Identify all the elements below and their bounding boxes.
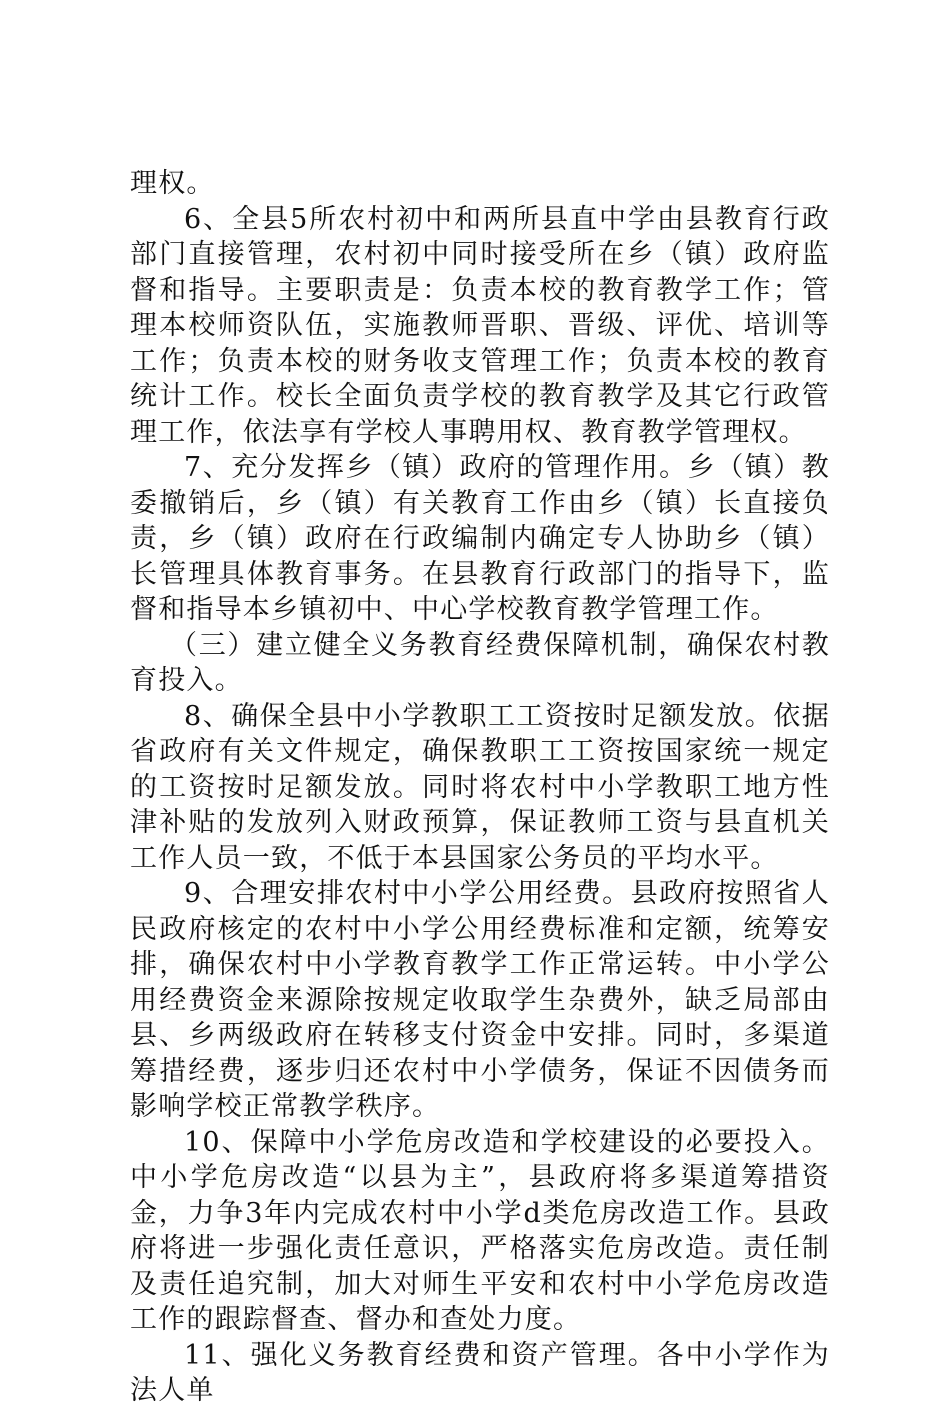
- paragraph-item-10: 10、保障中小学危房改造和学校建设的必要投入。中小学危房改造“以县为主”，县政府将多渠道筹措资金，力争3年内完成农村中小学d类危房改造工作。县政府将进一步强化责任意识，严格落实危房改造。责任制及责任追究制，加大对师生平安和农村中小学危房改造工作的跟踪督查、督办和查处力度。: [130, 1126, 830, 1335]
- paragraph-item-7: 7、充分发挥乡（镇）政府的管理作用。乡（镇）教委撤销后，乡（镇）有关教育工作由乡（镇）长直接负责，乡（镇）政府在行政编制内确定专人协助乡（镇）长管理具体教育事务。在县教育行政部门的指导下，监督和指导本乡镇初中、中心学校教育教学管理工作。: [130, 452, 830, 625]
- section-heading-3: （三）建立健全义务教育经费保障机制，确保农村教育投入。: [130, 629, 830, 696]
- document-body: [130, 166, 830, 1409]
- paragraph-item-8: 8、确保全县中小学教职工工资按时足额发放。依据省政府有关文件规定，确保教职工工资按国家统一规定的工资按时足额发放。同时将农村中小学教职工地方性津补贴的发放列入财政预算，保证教师工资与县直机关工作人员一致，不低于本县国家公务员的平均水平。: [130, 700, 830, 874]
- paragraph-item-9: 9、合理安排农村中小学公用经费。县政府按照省人民政府核定的农村中小学公用经费标准和定额，统筹安排，确保农村中小学教育教学工作正常运转。中小学公用经费资金来源除按规定收取学生杂费外，缺乏局部由县、乡两级政府在转移支付资金中安排。同时，多渠道筹措经费，逐步归还农村中小学债务，保证不因债务而影响学校正常教学秩序。: [130, 878, 830, 1122]
- paragraph-continuation: 理权。: [130, 168, 215, 199]
- paragraph-item-11: 11、强化义务教育经费和资产管理。各中小学作为法人单: [130, 1339, 830, 1406]
- paragraph-item-6: 6、全县5所农村初中和两所县直中学由县教育行政部门直接管理，农村初中同时接受所在乡（镇）政府监督和指导。主要职责是：负责本校的教育教学工作；管理本校师资队伍，实施教师晋职、晋级、评优、培训等工作；负责本校的财务收支管理工作；负责本校的教育统计工作。校长全面负责学校的教育教学及其它行政管理工作，依法享有学校人事聘用权、教育教学管理权。: [130, 203, 830, 448]
